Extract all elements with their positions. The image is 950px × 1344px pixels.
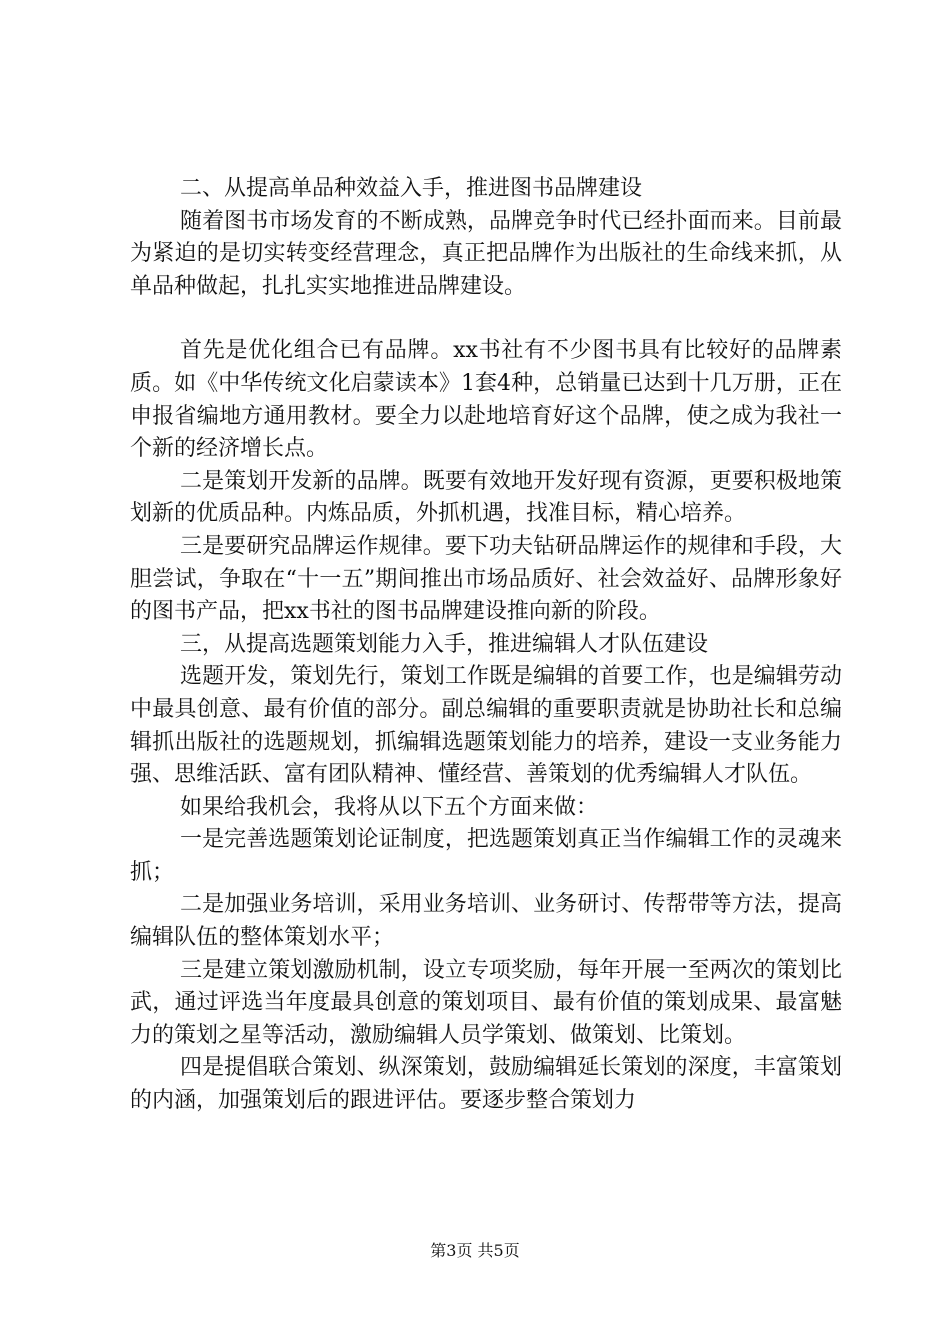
list-item: 二是加强业务培训，采用业务培训、业务研讨、传帮带等方法，提高编辑队伍的整体策划水平； bbox=[130, 892, 842, 951]
paragraph: 三是要研究品牌运作规律。要下功夫钻研品牌运作的规律和手段，大胆尝试，争取在“十一五”期间推出市场品质好、社会效益好、品牌形象好的图书产品，把xx书社的图书品牌建设推向新的阶段。 bbox=[130, 533, 842, 625]
list-item: 一是完善选题策划论证制度，把选题策划真正当作编辑工作的灵魂来抓； bbox=[130, 827, 842, 885]
page-number-footer: 第3页 共5页 bbox=[430, 1241, 520, 1260]
paragraph: 首先是优化组合已有品牌。xx书社有不少图书具有比较好的品牌素质。如《中华传统文化启蒙读本》1套4种，总销量已达到十几万册，正在申报省编地方通用教材。要全力以赴地培育好这个品牌，使之成为我社一个新的经济增长点。 bbox=[130, 338, 842, 462]
section-heading-3: 三，从提高选题策划能力入手，推进编辑人才队伍建设 bbox=[180, 631, 709, 657]
list-item: 四是提倡联合策划、纵深策划，鼓励编辑延长策划的深度，丰富策划的内涵，加强策划后的跟进评估。要逐步整合策划力 bbox=[130, 1055, 842, 1114]
document-body bbox=[130, 173, 842, 1118]
paragraph: 二是策划开发新的品牌。既要有效地开发好现有资源，更要积极地策划新的优质品种。内炼品质，外抓机遇，找准目标，精心培养。 bbox=[130, 468, 842, 527]
paragraph: 随着图书市场发育的不断成熟，品牌竞争时代已经扑面而来。目前最为紧迫的是切实转变经营理念，真正把品牌作为出版社的生命线来抓，从单品种做起，扎扎实实地推进品牌建设。 bbox=[130, 208, 842, 299]
section-heading-2: 二、从提高单品种效益入手，推进图书品牌建设 bbox=[180, 176, 643, 201]
paragraph: 选题开发，策划先行，策划工作既是编辑的首要工作，也是编辑劳动中最具创意、最有价值的部分。副总编辑的重要职责就是协助社长和总编辑抓出版社的选题规划，抓编辑选题策划能力的培养，建设一支业务能力强、思维活跃、富有团队精神、懂经营、善策划的优秀编辑人才队伍。 bbox=[130, 664, 842, 788]
paragraph: 如果给我机会，我将从以下五个方面来做： bbox=[180, 794, 599, 820]
list-item: 三是建立策划激励机制，设立专项奖励，每年开展一至两次的策划比武，通过评选当年度最具创意的策划项目、最有价值的策划成果、最富魅力的策划之星等活动，激励编辑人员学策划、做策划、比策划。 bbox=[130, 957, 842, 1048]
